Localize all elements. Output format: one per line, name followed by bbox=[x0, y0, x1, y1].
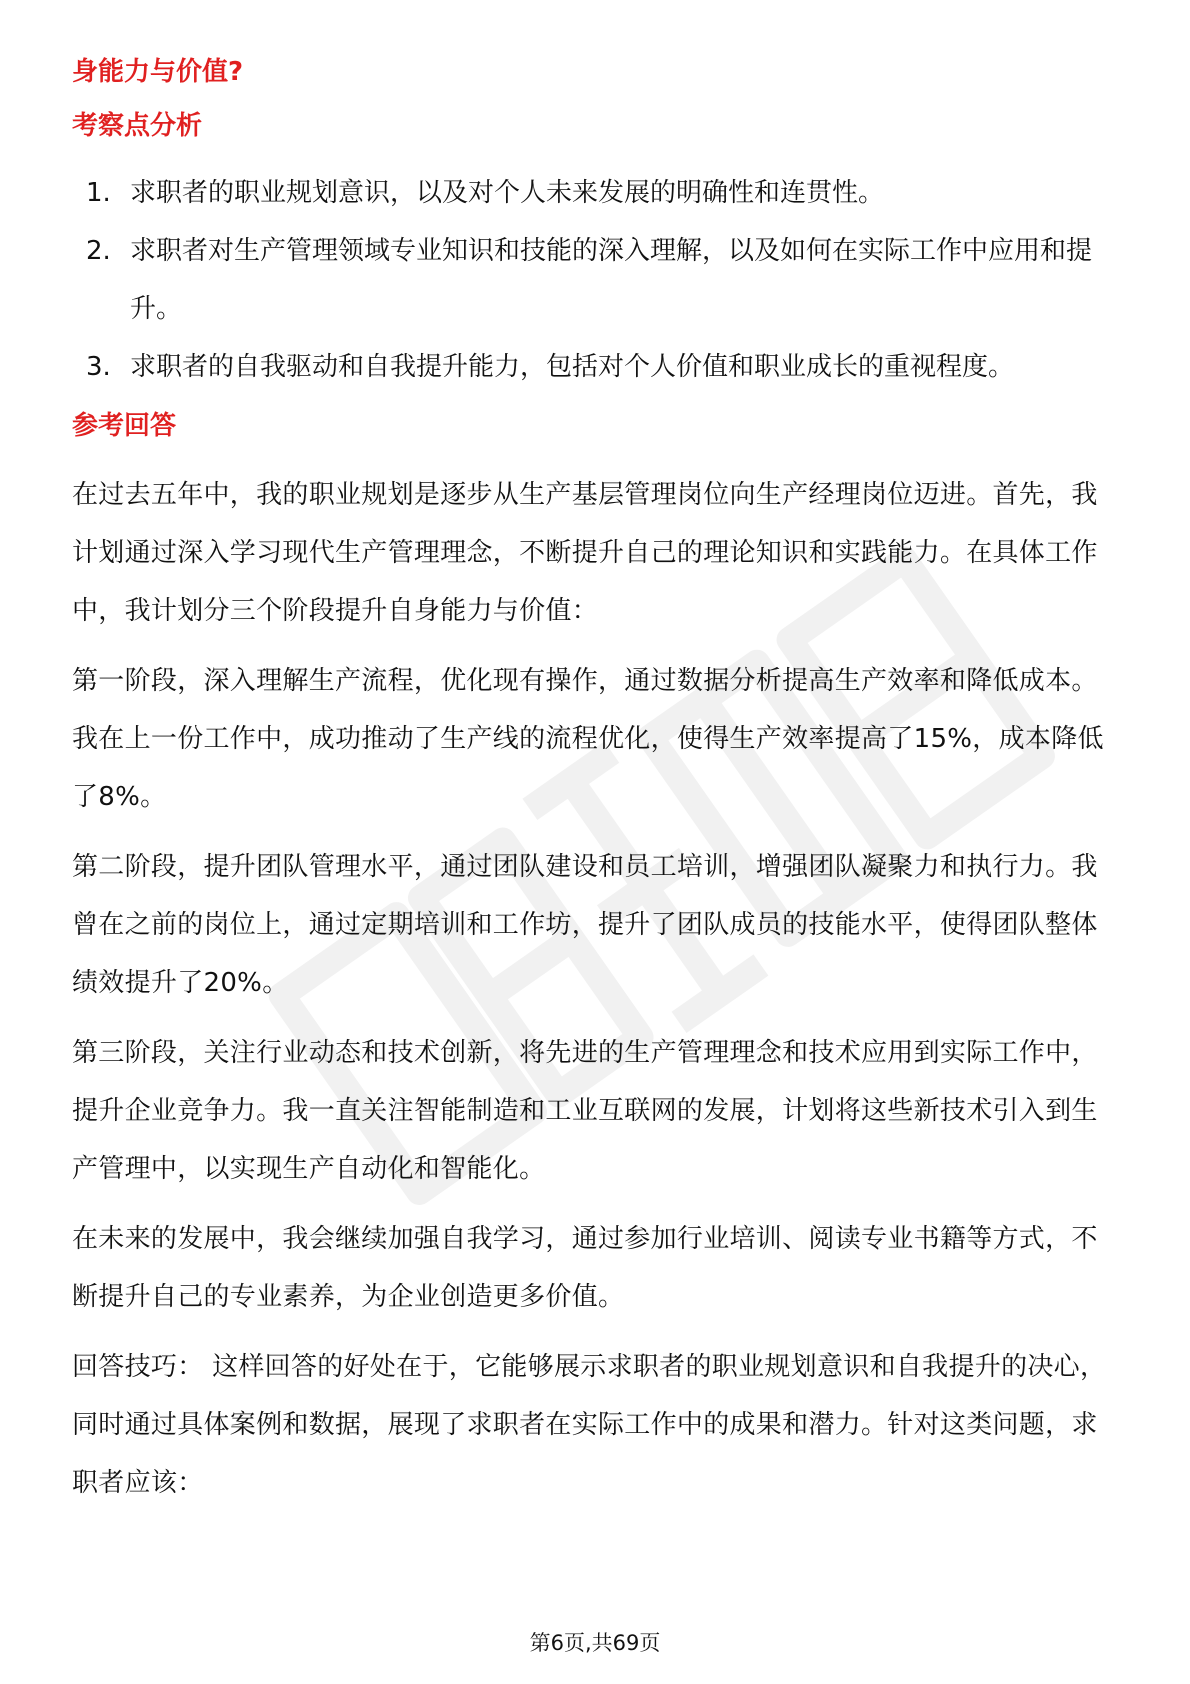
answer-paragraph-stage-1: 第一阶段，深入理解生产流程，优化现有操作，通过数据分析提高生产效率和降低成本。我在上一份工作中，成功推动了生产线的流程优化，使得生产效率提高了15%，成本降低了8%。 bbox=[72, 666, 1104, 812]
list-item bbox=[72, 164, 1122, 222]
analysis-heading: 考察点分析 bbox=[72, 111, 203, 141]
answer-paragraph-stage-3: 第三阶段，关注行业动态和技术创新，将先进的生产管理理念和技术应用到实际工作中，提升企业竞争力。我一直关注智能制造和工业互联网的发展，计划将这些新技术引入到生产管理中，以实现生产自动化和智能化。 bbox=[72, 1038, 1098, 1184]
page-number-footer: 第6页,共69页 bbox=[529, 1631, 661, 1655]
list-number: 3. bbox=[86, 352, 111, 382]
list-number: 2. bbox=[86, 236, 111, 266]
list-item-text: 求职者的自我驱动和自我提升能力，包括对个人价值和职业成长的重视程度。 bbox=[130, 352, 1015, 382]
list-number: 1. bbox=[86, 178, 111, 208]
list-item bbox=[72, 222, 1122, 338]
answer-paragraph-future: 在未来的发展中，我会继续加强自我学习，通过参加行业培训、阅读专业书籍等方式，不断提升自己的专业素养，为企业创造更多价值。 bbox=[72, 1224, 1098, 1312]
answer-paragraph-intro: 在过去五年中，我的职业规划是逐步从生产基层管理岗位向生产经理岗位迈进。首先，我计划通过深入学习现代生产管理理念，不断提升自己的理论知识和实践能力。在具体工作中，我计划分三个阶段提升自身能力与价值： bbox=[72, 480, 1098, 626]
list-item bbox=[72, 338, 1122, 396]
answer-tips-paragraph: 回答技巧： 这样回答的好处在于，它能够展示求职者的职业规划意识和自我提升的决心，同时通过具体案例和数据，展现了求职者在实际工作中的成果和潜力。针对这类问题，求职者应该： bbox=[72, 1352, 1107, 1498]
analysis-points-list bbox=[72, 164, 1122, 396]
answer-paragraph-stage-2: 第二阶段，提升团队管理水平，通过团队建设和员工培训，增强团队凝聚力和执行力。我曾在之前的岗位上，通过定期培训和工作坊，提升了团队成员的技能水平，使得团队整体绩效提升了20%。 bbox=[72, 852, 1098, 998]
list-item-text: 求职者对生产管理领域专业知识和技能的深入理解，以及如何在实际工作中应用和提升。 bbox=[130, 236, 1093, 324]
list-item-text: 求职者的职业规划意识，以及对个人未来发展的明确性和连贯性。 bbox=[130, 178, 885, 208]
continuation-heading: 身能力与价值? bbox=[72, 57, 244, 87]
reference-answer-heading: 参考回答 bbox=[72, 411, 177, 441]
